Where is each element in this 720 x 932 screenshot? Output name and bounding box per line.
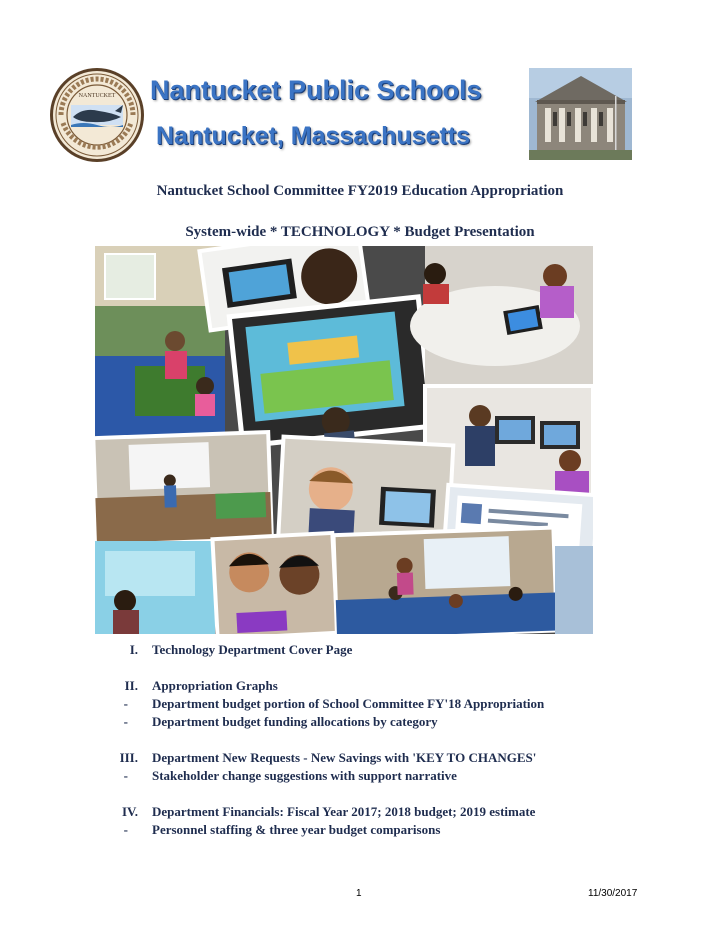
banner-location: Nantucket, Massachusetts [156,122,471,150]
school-banner [150,73,530,153]
presentation-title: System-wide * TECHNOLOGY * Budget Presentation [185,224,535,240]
appropriation-title: Nantucket School Committee FY2019 Education Appropriation [156,183,564,199]
toc-item-bullet: - [123,696,128,711]
toc-item-number: II. [124,678,138,693]
toc-item-text: Department budget portion of School Committee FY'18 Appropriation [152,696,545,711]
svg-text:NANTUCKET: NANTUCKET [78,93,116,99]
toc-item-text: Personnel staffing & three year budget comparisons [152,822,441,837]
town-seal-logo [49,67,145,163]
collage-photo-bottom-classroom [334,528,557,634]
toc-item-bullet: - [123,822,128,837]
toc-item-bullet: - [123,714,128,729]
footer-date: 11/30/2017 [588,888,638,899]
banner-school-name: Nantucket Public Schools [150,75,482,105]
collage-photo-tablet-table [410,246,593,386]
collage-photo-kids-tablet [212,533,337,634]
page-number: 1 [356,888,362,899]
toc-item-text: Department New Requests - New Savings with 'KEY TO CHANGES' [152,750,537,765]
school-building-photo [529,68,632,160]
toc-item-text: Technology Department Cover Page [152,642,353,657]
toc-item-bullet: - [123,768,128,783]
toc-item-text: Department budget funding allocations by category [152,714,438,729]
toc-item-number: I. [129,642,138,657]
collage-photo-classroom-board [95,432,272,543]
collage-photo-bottom-smartboard [95,541,215,634]
classroom-photo-collage [95,246,593,634]
toc-item-number: IV. [121,804,138,819]
toc-item-text: Stakeholder change suggestions with support narrative [152,768,457,783]
toc-item-number: III. [119,750,138,765]
toc-item-text: Department Financials: Fiscal Year 2017; 2018 budget; 2019 estimate [152,804,536,819]
toc-item-text: Appropriation Graphs [152,678,278,693]
